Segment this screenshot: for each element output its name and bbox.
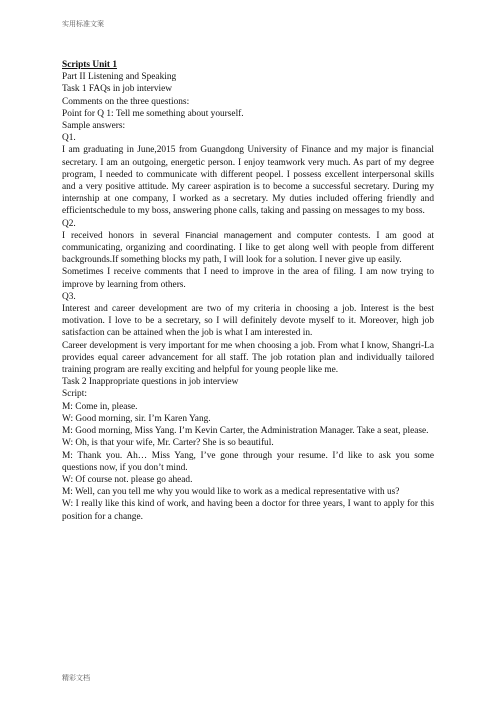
task1-heading: Task 1 FAQs in job interview — [62, 84, 172, 95]
q3-paragraph-1: Interest and career development are two of my criteria in choosing a job. Interest is the best motivation. I love to be a secretary, so I will definitely devote myself to it. Moreover, high job satisfaction can be attained when the job is what I am interested in. — [62, 304, 434, 339]
q2-paragraph-2: Sometimes I receive comments that I need to improve in the area of filing. I am now trying to improve by learning from others. — [62, 267, 434, 290]
dialogue-line: W: Oh, is that your wife, Mr. Carter? She is so beautiful. — [62, 438, 274, 449]
document-body — [62, 59, 434, 523]
q2-text-a: I received honors in several — [62, 230, 186, 241]
dialogue-line: M: Well, can you tell me why you would like to work as a medical representative with us? — [62, 487, 400, 498]
point-line: Point for Q 1: Tell me something about yourself. — [62, 108, 244, 119]
dialogue-line: W: Good morning, sir. I’m Karen Yang. — [62, 413, 211, 424]
dialogue-line: W: I really like this kind of work, and having been a doctor for three years, I want to apply for this position for a change. — [62, 499, 434, 522]
dialogue-line: M: Thank you. Ah… Miss Yang, I’ve gone through your resume. I’d like to ask you some questions now, if you don’t mind. — [62, 450, 434, 473]
task2-heading: Task 2 Inappropriate questions in job interview — [62, 377, 239, 388]
q1-label: Q1. — [62, 133, 76, 144]
q2-text-c: and computer contests. I am good at communicating, organizing and coordinating. I like to get along well with people from different backgrounds.If something blocks my path, I will look for a solution. I never give up easily. — [62, 230, 434, 266]
q3-paragraph-2: Career development is very important for me when choosing a job. From what I know, Shangri-La provides equal career advancement for all staff. The job rotation plan and individually tailored training program are really exciting and helpful for young people like me. — [62, 340, 434, 376]
script-label: Script: — [62, 389, 87, 400]
q3-label: Q3. — [62, 291, 76, 302]
q2-text-b: Financial management — [185, 230, 272, 240]
comments-line: Comments on the three questions: — [62, 96, 190, 107]
dialogue-line: M: Come in, please. — [62, 401, 138, 412]
q1-paragraph: I am graduating in June,2015 from Guangdong University of Finance and my major is financial secretary. I am an outgoing, energetic person. I enjoy teamwork very much. As part of my degree program, I needed to communicate with different peopel. I possess excellent interpersonal skills and a very positive attitude. My career aspiration is to become a successful secretary. During my internship at one company, I worked as a secretary. My duties included offering friendly and efficientschedule to my boss, answering phone calls, taking and passing on messages to my boss. — [62, 145, 434, 217]
dialogue-line: M: Good morning, Miss Yang. I’m Kevin Carter, the Administration Manager. Take a seat, please. — [62, 426, 429, 437]
q2-label: Q2. — [62, 218, 76, 229]
page-header: 实用标准文案 — [62, 20, 104, 28]
dialogue-line: W: Of course not. please go ahead. — [62, 474, 193, 485]
doc-title: Scripts Unit 1 — [62, 60, 118, 70]
part-heading: Part II Listening and Speaking — [62, 72, 177, 83]
sample-line: Sample answers: — [62, 121, 126, 132]
q2-paragraph — [62, 230, 434, 267]
page-footer: 精彩文档 — [62, 674, 90, 682]
